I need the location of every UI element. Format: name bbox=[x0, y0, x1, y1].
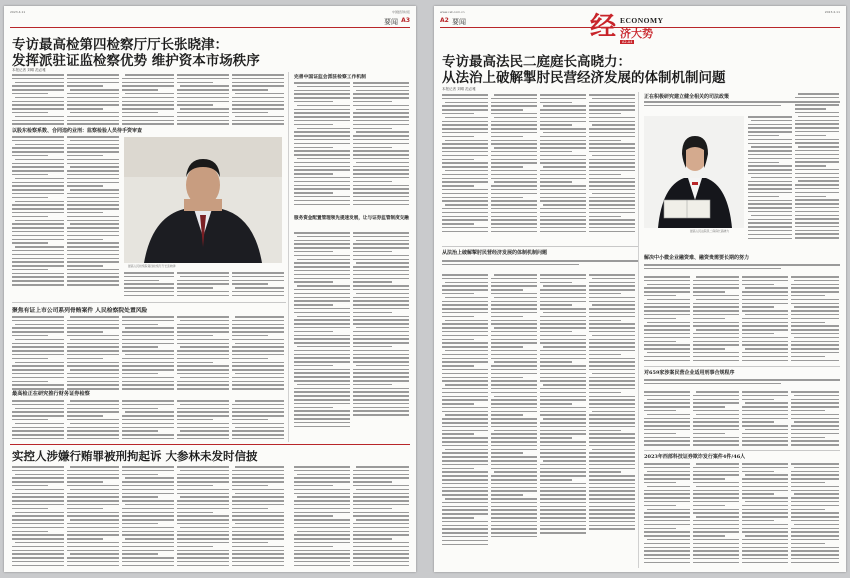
site-url: www.cet.com.cn bbox=[440, 10, 465, 14]
r-divider2 bbox=[638, 252, 639, 568]
r-mid-deck bbox=[442, 260, 638, 274]
bottom-col5 bbox=[232, 466, 284, 568]
section-masthead bbox=[590, 13, 686, 47]
side-text-col3 bbox=[294, 232, 350, 442]
lower-subhead: 最高检正在研究推行财务证券检察 bbox=[12, 391, 90, 397]
r-divider1 bbox=[638, 92, 639, 252]
mid-col1 bbox=[12, 316, 64, 390]
bottom-col6 bbox=[294, 466, 350, 568]
photo-judge bbox=[644, 116, 744, 228]
r-right-col8 bbox=[791, 391, 839, 449]
lead-title-line1-right: 专访最高法民二庭庭长高晓力： bbox=[442, 54, 631, 70]
r-photo-side-col1 bbox=[748, 116, 792, 246]
photo-under-col3 bbox=[232, 272, 284, 300]
side-story-subhead: 服务资金配置管理领先提速发展，让与证券监管制度交融 bbox=[294, 216, 409, 221]
masthead-english: ECONOMY bbox=[620, 16, 664, 25]
r-right-col2 bbox=[693, 276, 739, 366]
header-rule bbox=[10, 27, 410, 28]
r-right-col1 bbox=[644, 276, 690, 366]
r-right-deck1 bbox=[644, 264, 840, 274]
bottom-col7 bbox=[353, 466, 409, 568]
page-number: A3 bbox=[401, 17, 410, 24]
r-lead-col2 bbox=[491, 94, 537, 244]
lead-subhead: 以股东检察系数、合同违约业刑：监察检验人员待手资审查 bbox=[12, 128, 143, 134]
column-divider bbox=[288, 72, 289, 442]
r-right-subhead2: 对659家涉案民营企业适用刑事合规程序 bbox=[644, 370, 735, 376]
r-body-col3 bbox=[540, 274, 586, 568]
r-right-deck2 bbox=[644, 379, 840, 389]
lower-col2 bbox=[67, 400, 119, 442]
lead-text-col2 bbox=[67, 74, 119, 128]
r-right-rule3 bbox=[644, 450, 840, 451]
lead-text-col1 bbox=[12, 74, 64, 128]
lead-text-col2b bbox=[67, 136, 119, 296]
bottom-story-title: 实控人涉嫌行贿罪被刑拘起诉 大参林未发时信披 bbox=[12, 449, 258, 463]
masthead-chinese: 济大势 bbox=[620, 27, 653, 40]
r-lead-col1 bbox=[442, 94, 488, 244]
bottom-col3 bbox=[122, 466, 174, 568]
side-text-col4 bbox=[353, 232, 409, 442]
r-right-subhead1: 解决中小微企业融资难、融资贵需要长期的努力 bbox=[644, 255, 750, 261]
r-photo-side-col2 bbox=[795, 93, 839, 246]
lead-title-line2: 发挥派驻证监检察优势 维护资本市场秩序 bbox=[12, 53, 260, 69]
bottom-col2 bbox=[67, 466, 119, 568]
r-body-col4 bbox=[589, 274, 635, 568]
lead-text-col3 bbox=[122, 74, 174, 128]
r-right-col10 bbox=[693, 463, 739, 568]
lead-title-line2-right: 从法治上破解掣肘民营经济发展的体制机制问题 bbox=[442, 70, 726, 86]
r-right-col12 bbox=[791, 463, 839, 568]
judge-portrait-illustration bbox=[644, 116, 744, 228]
r-right-rule2 bbox=[644, 366, 840, 367]
r-right-col7 bbox=[742, 391, 788, 449]
page-top-info bbox=[10, 10, 410, 15]
r-side-head: 正在积极研究建立健全相关的司法政策 bbox=[644, 94, 730, 100]
lead-text-col5 bbox=[232, 74, 284, 128]
r-body-col2 bbox=[491, 274, 537, 568]
lower-col3 bbox=[122, 400, 174, 442]
paper-name: 中国经济时报 bbox=[391, 10, 410, 14]
side-text-col2 bbox=[353, 82, 409, 216]
r-mid-subhead: 从法治上破解掣肘民营经济发展的体制机制问题 bbox=[442, 250, 548, 256]
lower-col1 bbox=[12, 400, 64, 442]
lead-text-col1b bbox=[12, 136, 64, 296]
mid-col4 bbox=[177, 316, 229, 390]
page-a2 bbox=[434, 6, 846, 572]
page-a3 bbox=[4, 6, 416, 572]
lead-byline: 本报记者 刘晴 范必雅 bbox=[12, 68, 46, 72]
lead-byline-right: 本报记者 刘晴 范必雅 bbox=[442, 87, 476, 91]
bottom-col1 bbox=[12, 466, 64, 568]
bottom-col4 bbox=[177, 466, 229, 568]
r-body-col1 bbox=[442, 274, 488, 568]
side-text-col1 bbox=[294, 82, 350, 216]
r-right-col9 bbox=[644, 463, 690, 568]
section-label-right: 要闻 bbox=[452, 18, 466, 26]
portrait-illustration bbox=[124, 137, 282, 263]
photo-under-col2 bbox=[177, 272, 229, 300]
lead-title-line1: 专访最高检第四检察厅厅长张晓津： bbox=[12, 37, 228, 53]
lower-col4 bbox=[177, 400, 229, 442]
side-story-title: 完善中国证监会派驻检察工作机制 bbox=[294, 74, 366, 80]
mid-col3 bbox=[122, 316, 174, 390]
mid-col5 bbox=[232, 316, 284, 390]
page-date: 2023.4.11 bbox=[10, 10, 26, 14]
page-number-right: A2 bbox=[440, 17, 449, 24]
mid-col2 bbox=[67, 316, 119, 390]
lower-col5 bbox=[232, 400, 284, 442]
r-right-col5 bbox=[644, 391, 690, 449]
page-date-right: 2023.4.11 bbox=[824, 10, 840, 14]
photo-caption: 最高人民检察院第四检察厅厅长张晓津 bbox=[128, 264, 176, 268]
photo-under-col1 bbox=[124, 272, 174, 300]
r-lead-col4 bbox=[589, 94, 635, 244]
photo-prosecutor bbox=[124, 137, 282, 263]
r-right-col3 bbox=[742, 276, 788, 366]
r-mid-rule bbox=[442, 246, 638, 247]
masthead-pages: A2-A4 bbox=[622, 40, 633, 44]
r-right-subhead3: 2023年西部科技证券欺诈发行案件4件/46人 bbox=[644, 454, 746, 460]
r-right-col4 bbox=[791, 276, 839, 366]
r-right-col6 bbox=[693, 391, 739, 449]
photo-caption-right: 最高人民法院民二庭庭长高晓力 bbox=[690, 229, 730, 233]
r-lead-col3 bbox=[540, 94, 586, 244]
mid-rule bbox=[12, 302, 286, 303]
lead-text-col4 bbox=[177, 74, 229, 128]
section-label: 要闻 bbox=[384, 18, 398, 26]
masthead-big-char: 经 bbox=[590, 12, 617, 42]
mid-subhead: 聚焦有证上市公司系列骨贿案件 人民检察院处置风险 bbox=[12, 308, 148, 314]
bottom-rule bbox=[10, 444, 410, 445]
r-right-col11 bbox=[742, 463, 788, 568]
